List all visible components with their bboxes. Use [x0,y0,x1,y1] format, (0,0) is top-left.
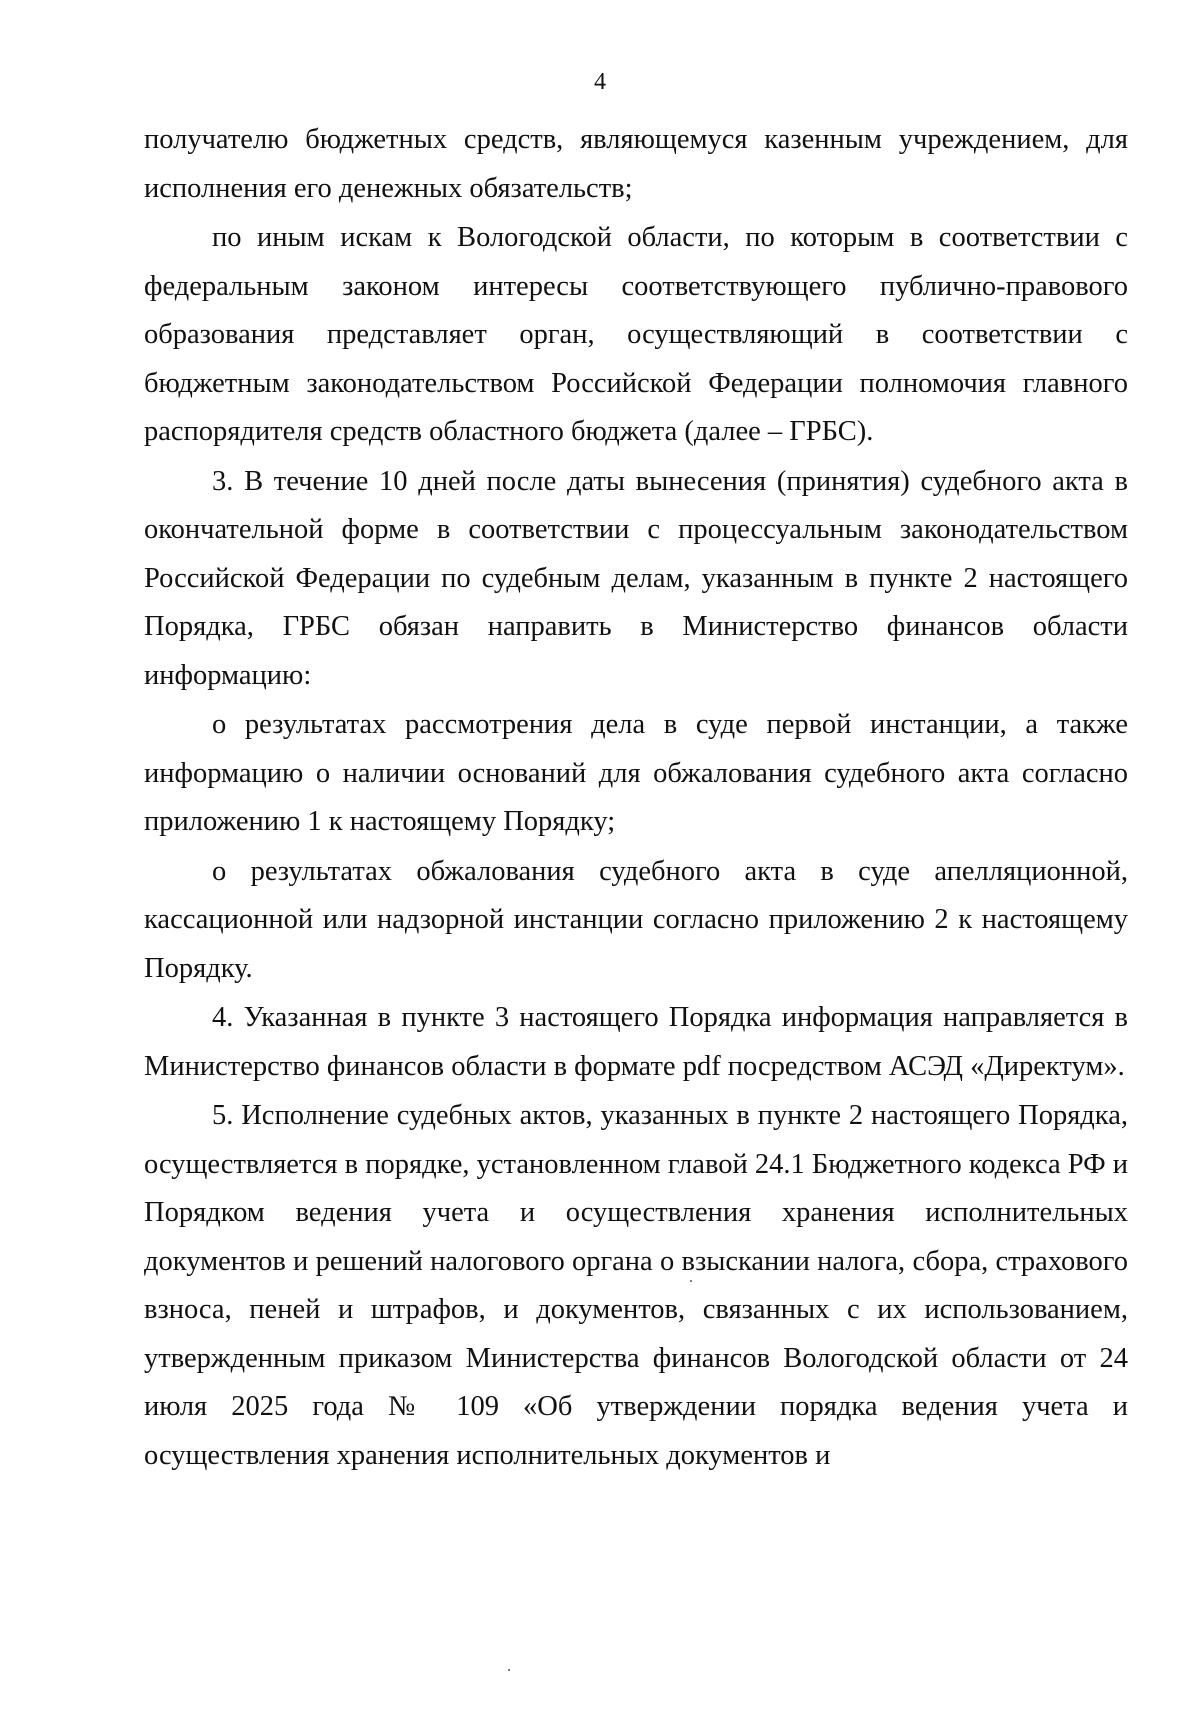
paragraph-item-3: 3. В течение 10 дней после даты вынесения (принятия) судебного акта в окончательной форме в соответствии с процессуальным законодательством Российской Федерации по судебным делам, указанным в пункте 2 настоящего Порядка, ГРБС обязан направить в Министерство финансов области информацию: [144,465,1128,691]
paragraph-appeal-results: о результатах обжалования судебного акта в суде апелляционной, кассационной или надзорной инстанции согласно приложению 2 к настоящему Порядку. [144,855,1128,984]
paragraph-first-instance: о результатах рассмотрения дела в суде первой инстанции, а также информацию о наличии оснований для обжалования судебного акта согласно приложению 1 к настоящему Порядку; [144,709,1128,837]
paragraph-item-5: 5. Исполнение судебных актов, указанных в пункте 2 настоящего Порядка, осуществляется в порядке, установленном главой 24.1 Бюджетного кодекса РФ и Порядком ведения учета и осуществления хранения исполнительных документов и решений налогового органа о взыскании налога, сбора, страхового взноса, пеней и штрафов, и документов, связанных с их использованием, утвержденным приказом Министерства финансов Вологодской области от 24 июля 2025 года № 109 «Об утверждении порядка ведения учета и осуществления хранения исполнительных документов и [144,1100,1128,1471]
page-number: 4 [594,69,606,95]
scan-speck [690,1280,692,1282]
paragraph-other-claims: по иным искам к Вологодской области, по которым в соответствии с федеральным законом интересы соответствующего публично-правового образования представляет орган, осуществляющий в соответствии с бюджетным законодательством Российской Федерации полномочия главного распорядителя средств областного бюджета (далее – ГРБС). [144,222,1128,447]
scan-speck [508,1669,510,1671]
document-body [144,116,1128,1480]
paragraph-item-4: 4. Указанная в пункте 3 настоящего Порядка информация направляется в Министерство финансов области в формате pdf посредством АСЭД «Директум». [144,1002,1128,1082]
paragraph-continuation: получателю бюджетных средств, являющемуся казенным учреждением, для исполнения его денежных обязательств; [144,124,1128,204]
